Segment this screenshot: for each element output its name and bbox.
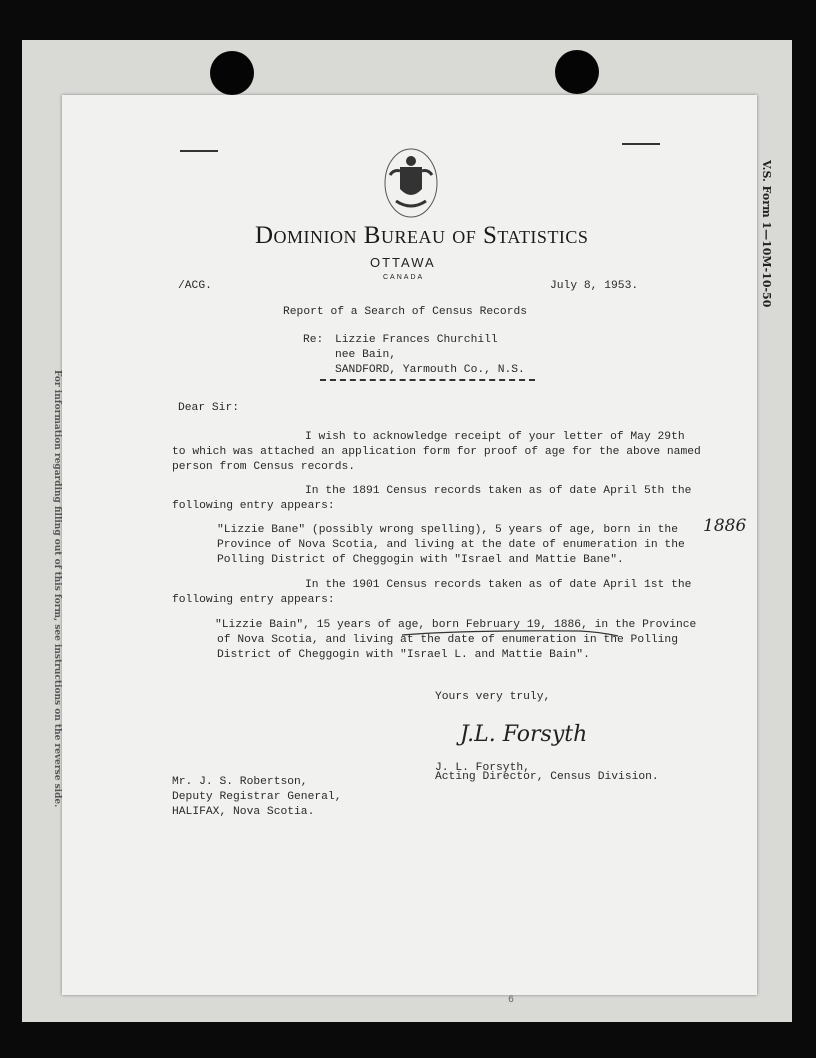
re-line: SANDFORD, Yarmouth Co., N.S.: [335, 364, 525, 376]
body-line: to which was attached an application form for proof of age for the above named: [172, 446, 701, 458]
page-mark: 6: [508, 995, 515, 1006]
punch-hole: [210, 51, 254, 95]
letterhead-title: Dominion Bureau of Statistics: [255, 222, 589, 249]
signer-title: Acting Director, Census Division.: [435, 771, 659, 783]
signer-name: J. L. Forsyth,: [435, 762, 530, 774]
quote-line: Polling District of Cheggogin with "Israel and Mattie Bane".: [217, 554, 624, 566]
recipient-line: Mr. J. S. Robertson,: [172, 776, 308, 788]
closing: Yours very truly,: [435, 691, 551, 703]
quote-line: "Lizzie Bain", 15 years of age, born February 19, 1886, in the Province: [215, 619, 697, 631]
coat-of-arms-seal-icon: [382, 145, 440, 225]
body-line: following entry appears:: [172, 500, 335, 512]
re-line: nee Bain,: [335, 349, 397, 361]
punch-hole: [555, 50, 599, 94]
underline-annotation: [400, 628, 620, 638]
signature: J.L. Forsyth: [460, 722, 588, 747]
recipient-line: HALIFAX, Nova Scotia.: [172, 806, 315, 818]
body-line: I wish to acknowledge receipt of your letter of May 29th: [305, 431, 685, 443]
reference: /ACG.: [178, 280, 212, 292]
re-label: Re:: [303, 334, 324, 346]
body-line: In the 1891 Census records taken as of date April 5th the: [305, 485, 692, 497]
salutation: Dear Sir:: [178, 402, 240, 414]
letterhead-city: OTTAWA: [370, 255, 436, 270]
mark: [622, 143, 660, 145]
body-line: person from Census records.: [172, 461, 356, 473]
body-line: following entry appears:: [172, 594, 335, 606]
subject: Report of a Search of Census Records: [283, 306, 528, 318]
body-line: In the 1901 Census records taken as of date April 1st the: [305, 579, 692, 591]
quote-line: "Lizzie Bane" (possibly wrong spelling), 5 years of age, born in the: [217, 524, 678, 536]
divider: [320, 379, 535, 381]
quote-line: District of Cheggogin with "Israel L. and Mattie Bain".: [217, 649, 590, 661]
mark: [180, 150, 218, 152]
re-line: Lizzie Frances Churchill: [335, 334, 498, 346]
quote-line: Province of Nova Scotia, and living at the date of enumeration in the: [217, 539, 685, 551]
letterhead-country: CANADA: [383, 274, 425, 281]
form-number: V.S. Form 1—10M-10-50: [760, 160, 773, 308]
recipient-line: Deputy Registrar General,: [172, 791, 342, 803]
date: July 8, 1953.: [550, 280, 639, 292]
quote-line: of Nova Scotia, and living at the date of enumeration in the Polling: [217, 634, 678, 646]
handwritten-note: 1886: [703, 516, 747, 536]
side-note: For information regarding filling out of this form, see instructions on the reverse side.: [52, 370, 62, 808]
